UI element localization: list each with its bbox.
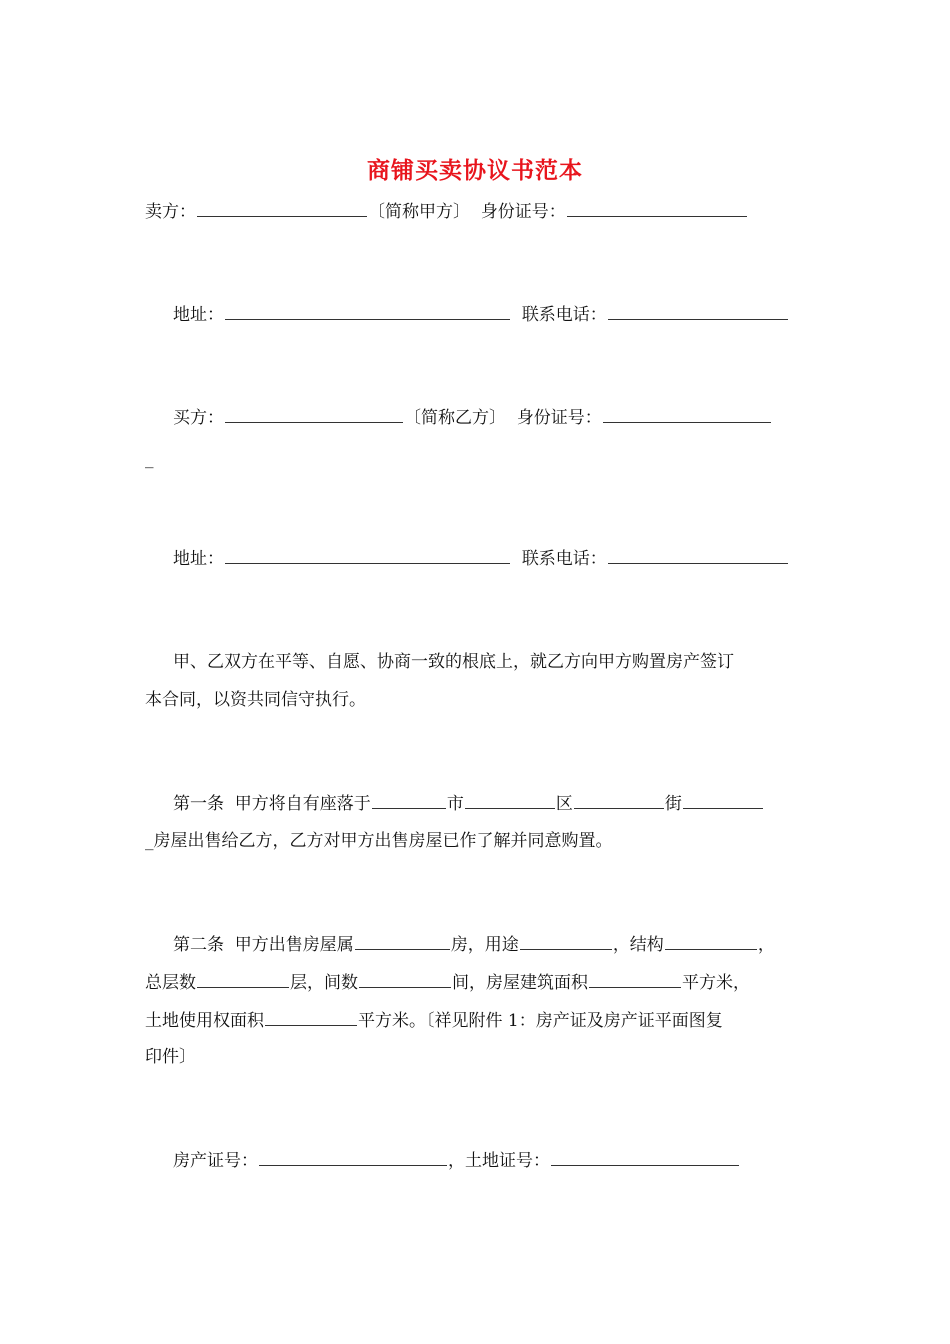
seller-line <box>145 200 810 223</box>
house-label: 房，用途 <box>450 935 519 955</box>
street-blank[interactable] <box>574 792 664 809</box>
house-type-blank[interactable] <box>355 933 450 950</box>
article1-line-1 <box>145 792 838 815</box>
seller-id-label: 身份证号： <box>480 202 566 222</box>
article2-line-3 <box>145 1009 810 1032</box>
buyer-phone-label: 联系电话： <box>521 549 607 569</box>
buyer-line <box>145 406 838 429</box>
buyer-id-label: 身份证号： <box>516 408 602 428</box>
article2-line-1 <box>145 933 838 956</box>
buyer-contact-line <box>145 547 838 570</box>
floors-blank[interactable] <box>197 971 289 988</box>
article2-prefix: 第二条 甲方出售房屋属 <box>173 935 354 955</box>
seller-label: 卖方： <box>145 202 196 222</box>
buyer-short: 〔简称乙方〕 <box>404 408 506 428</box>
city-label: 市 <box>446 794 464 814</box>
seller-phone-label: 联系电话： <box>521 305 607 325</box>
seller-name-blank[interactable] <box>197 200 367 217</box>
buyer-name-blank[interactable] <box>225 406 403 423</box>
intro-line-2: 本合同，以资共同信守执行。 <box>145 690 366 710</box>
article1-prefix: 第一条 甲方将自有座落于 <box>173 794 371 814</box>
seller-phone-blank[interactable] <box>608 303 788 320</box>
seller-contact-line <box>145 303 838 326</box>
floor-unit: 层，间数 <box>290 973 358 993</box>
certificates-line <box>145 1149 838 1172</box>
building-area-blank[interactable] <box>589 971 681 988</box>
house-cert-blank[interactable] <box>259 1149 447 1166</box>
article1-line-2: _房屋出售给乙方，乙方对甲方出售房屋已作了解并同意购置。 <box>145 831 613 851</box>
floors-label: 总层数 <box>145 973 196 993</box>
seller-address-blank[interactable] <box>225 303 510 320</box>
street-label: 街 <box>664 794 682 814</box>
buyer-line-tail: _ <box>145 449 154 469</box>
article2-line-2 <box>145 971 810 994</box>
land-area-blank[interactable] <box>265 1009 357 1026</box>
article2-comma: ， <box>757 935 775 955</box>
land-cert-label: ，土地证号： <box>448 1151 550 1171</box>
usage-blank[interactable] <box>520 933 612 950</box>
seller-short: 〔简称甲方〕 <box>368 202 470 222</box>
district-label: 区 <box>555 794 573 814</box>
street-number-blank[interactable] <box>683 792 763 809</box>
buyer-address-blank[interactable] <box>225 547 510 564</box>
land-cert-blank[interactable] <box>551 1149 739 1166</box>
seller-address-label: 地址： <box>173 305 224 325</box>
sqm-unit-1: 平方米， <box>682 973 750 993</box>
structure-label: ，结构 <box>612 935 664 955</box>
buyer-phone-blank[interactable] <box>608 547 788 564</box>
rooms-blank[interactable] <box>359 971 451 988</box>
buyer-address-label: 地址： <box>173 549 224 569</box>
buyer-label: 买方： <box>173 408 224 428</box>
document-title: 商铺买卖协议书范本 <box>367 157 583 184</box>
rooms-unit: 间，房屋建筑面积 <box>452 973 588 993</box>
intro-line-1: 甲、乙双方在平等、自愿、协商一致的根底上，就乙方向甲方购置房产签订 <box>173 652 734 672</box>
district-blank[interactable] <box>465 792 555 809</box>
seller-id-blank[interactable] <box>567 200 747 217</box>
article2-line-4: 印件〕 <box>145 1047 196 1067</box>
buyer-id-blank[interactable] <box>603 406 771 423</box>
sqm-unit-2: 平方米。〔祥见附件 1：房产证及房产证平面图复 <box>358 1011 723 1031</box>
land-area-label: 土地使用权面积 <box>145 1011 264 1031</box>
house-cert-label: 房产证号： <box>173 1151 258 1171</box>
city-blank[interactable] <box>372 792 446 809</box>
structure-blank[interactable] <box>665 933 757 950</box>
